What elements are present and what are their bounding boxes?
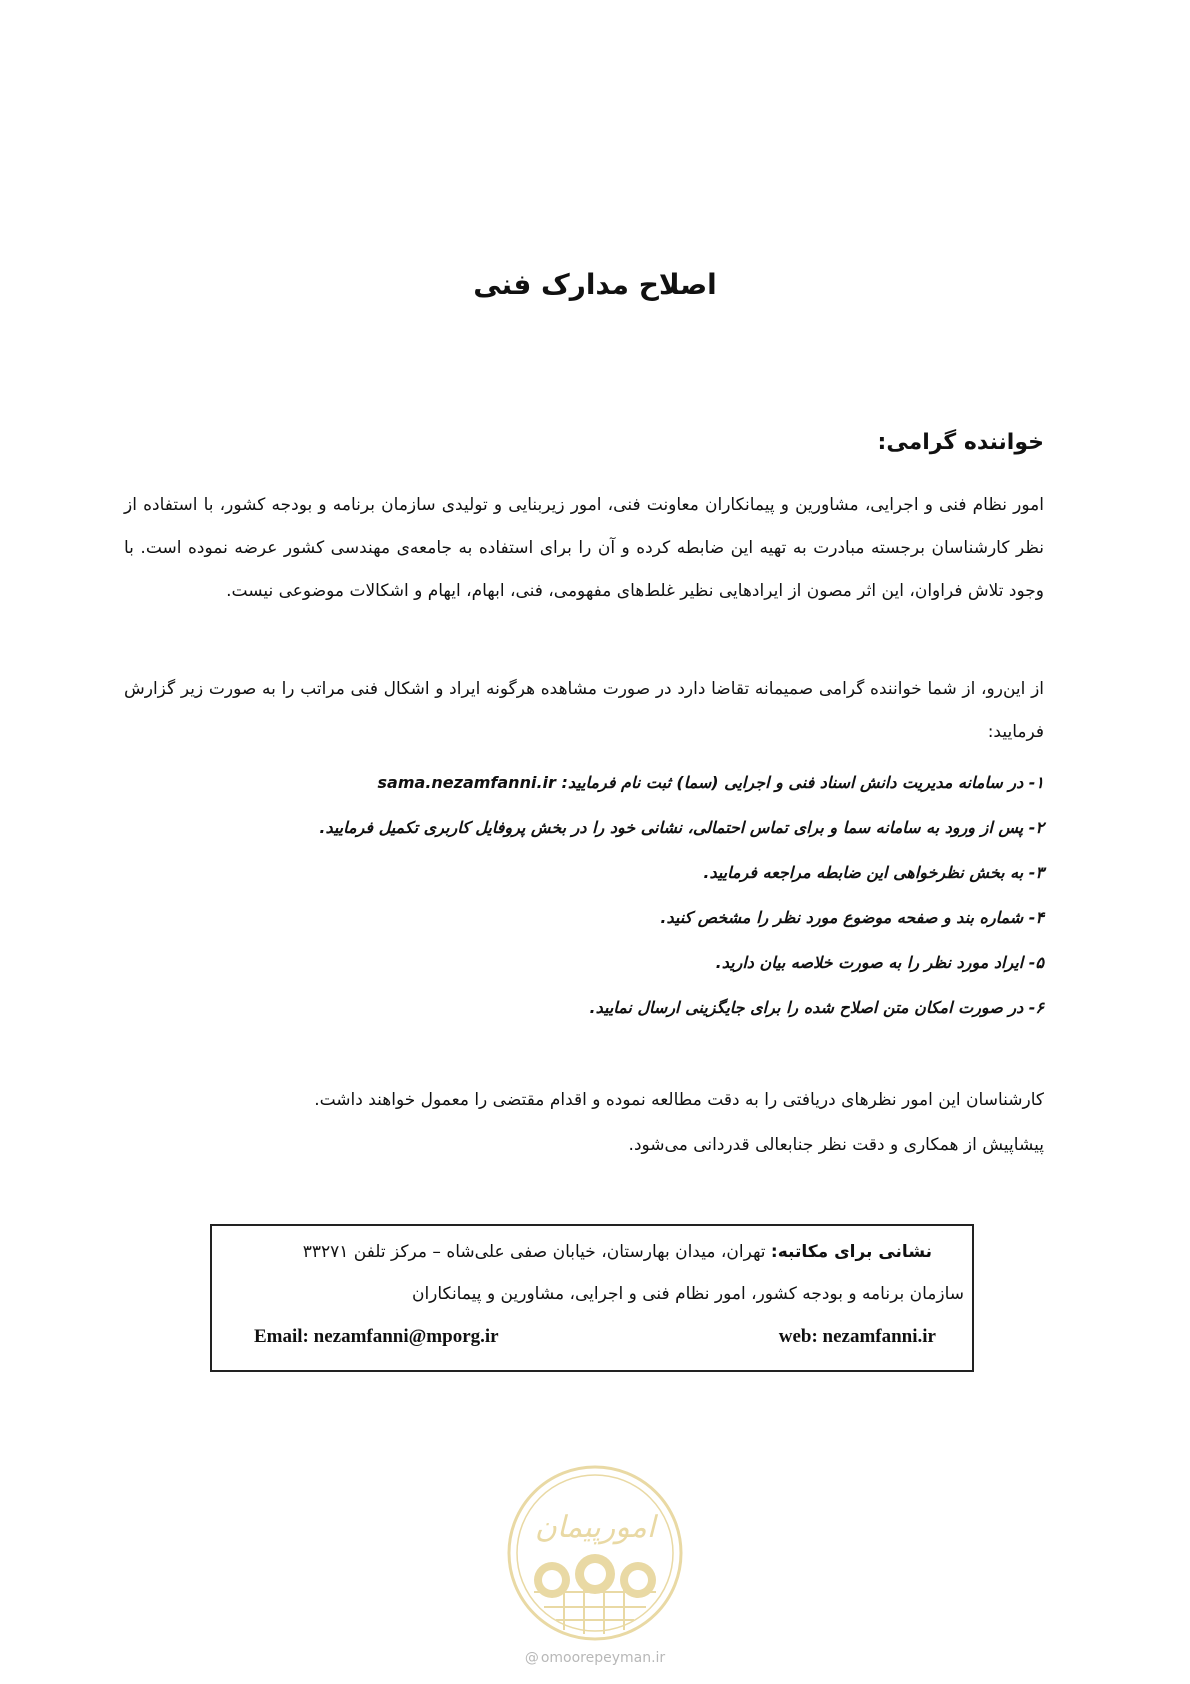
web-address: web: nezamfanni.ir: [778, 1326, 936, 1347]
step-item: ۴- شماره بند و صفحه موضوع مورد نظر را مشخص کنید.: [660, 908, 1044, 927]
greeting: خواننده گرامی:: [877, 430, 1044, 455]
logo-text: امورپیمان: [534, 1510, 656, 1545]
omoore-peyman-seal-icon: [504, 1462, 686, 1644]
watermark-text: omoorepeyman.ir: [540, 1650, 666, 1666]
address-label: نشانی برای مکاتبه:: [770, 1242, 932, 1262]
intro-paragraph: امور نظام فنی و اجرایی، مشاورین و پیمانکاران معاونت فنی، امور زیربنایی و تولیدی سازمان برنامه و بودجه کشور، با استفاده از نظر کارشناسان برجسته مبادرت به تهیه این ضابطه کرده و آن را برای استفاده به جامعه‌ی مهندسی کشور عرضه نموده است. با وجود تلاش فراوان، این اثر مصون از ایرادهایی نظیر غلط‌های مفهومی، فنی، ابهام، ایهام و اشکالات موضوعی نیست.: [124, 495, 1044, 601]
step-item: ۳- به بخش نظرخواهی این ضابطه مراجعه فرمایید.: [703, 863, 1044, 882]
organization-line: سازمان برنامه و بودجه کشور، امور نظام فنی و اجرایی، مشاورین و پیمانکاران: [411, 1284, 964, 1304]
at-icon: @: [524, 1650, 539, 1666]
closing-line: پیشاپیش از همکاری و دقت نظر جنابعالی قدردانی می‌شود.: [628, 1135, 1044, 1155]
step-item: ۱- در سامانه مدیریت دانش اسناد فنی و اجرایی (سما) ثبت نام فرمایید: sama.nezamfanni.ir: [377, 773, 1044, 792]
step-item: ۶- در صورت امکان متن اصلاح شده را برای جایگزینی ارسال نمایید.: [589, 998, 1044, 1017]
email-address: Email: nezamfanni@mporg.ir: [254, 1326, 499, 1347]
watermark: [0, 1650, 1190, 1666]
address-line: [303, 1242, 932, 1262]
address-box: [210, 1224, 974, 1372]
step-item: ۲- پس از ورود به سامانه سما و برای تماس احتمالی، نشانی خود را در بخش پروفایل کاربری تکمیل فرمایید.: [319, 818, 1044, 837]
steps-list: [124, 760, 1044, 1030]
page-title: اصلاح مدارک فنی: [473, 268, 717, 301]
request-paragraph: از این‌رو، از شما خواننده گرامی صمیمانه تقاضا دارد در صورت مشاهده هرگونه ایراد و اشکال فنی مراتب را به صورت زیر گزارش فرمایید:: [124, 679, 1044, 742]
step-item: ۵- ایراد مورد نظر را به صورت خلاصه بیان دارید.: [715, 953, 1044, 972]
address-text: تهران، میدان بهارستان، خیابان صفی علی‌شاه – مرکز تلفن ۳۳۲۷۱: [302, 1242, 771, 1262]
closing-text: [144, 1078, 1044, 1168]
closing-line: کارشناسان این امور نظرهای دریافتی را به دقت مطالعه نموده و اقدام مقتضی را معمول خواهند داشت.: [314, 1090, 1044, 1110]
